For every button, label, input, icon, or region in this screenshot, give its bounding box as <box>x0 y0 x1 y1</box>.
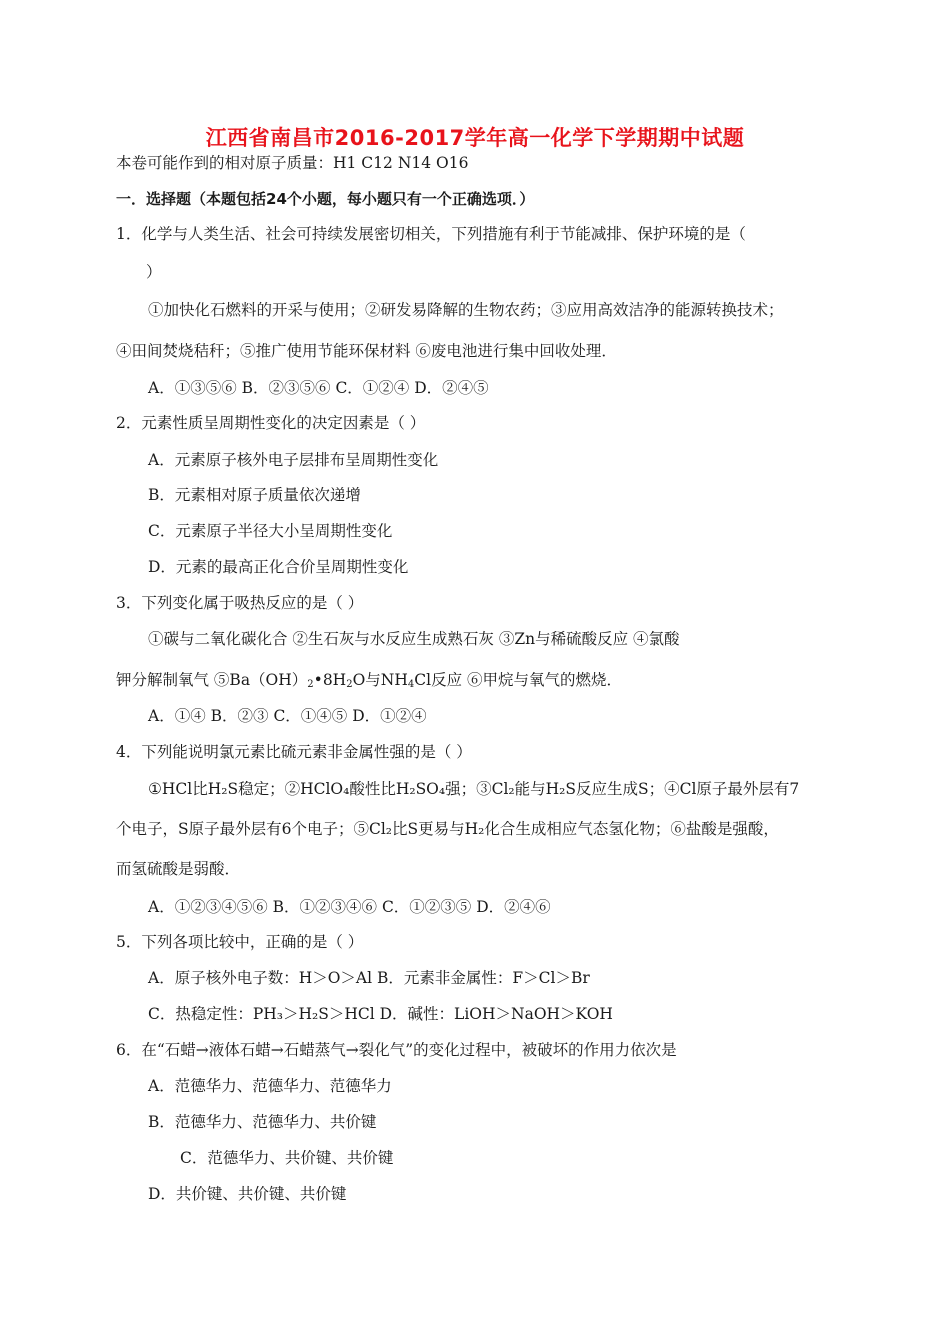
q6-option-c: C．范德华力、共价键、共价键 <box>180 1149 394 1167</box>
q1-stem-end: ） <box>146 263 162 281</box>
q6-option-a: A．范德华力、范德华力、范德华力 <box>148 1077 392 1095</box>
q2-option-d: D．元素的最高正化合价呈周期性变化 <box>148 558 409 576</box>
q3-line2: 钾分解制氧气 $⑤Ba(OH)_2•8H_2O$与$NH_4Cl$反应 ⑥甲烷与氧气的燃烧． <box>116 671 622 690</box>
q4-options: A．①②③④⑤⑥ B．①②③④⑥ C．①②③⑤ D．②④⑥ <box>148 898 551 916</box>
q3-line1: ①碳与二氧化碳化合 ②生石灰与水反应生成熟石灰 ③Zn与稀硫酸反应 ④氯酸 <box>148 630 680 648</box>
q5-options-cd: C．热稳定性：PH₃＞H₂S＞HCl D．碱性：LiOH＞NaOH＞KOH <box>148 1005 613 1023</box>
q1-line2: ④田间焚烧秸秆；⑤推广使用节能环保材料 ⑥废电池进行集中回收处理． <box>116 342 617 360</box>
q6-option-b: B．范德华力、范德华力、共价键 <box>148 1113 377 1131</box>
q3-options: A．①④ B．②③ C．①④⑤ D．①②④ <box>148 707 427 725</box>
q4-line1: ①HCl比H₂S稳定；②HClO₄酸性比H₂SO₄强；③Cl₂能与H₂S反应生成S；④Cl原子最外层有7 <box>148 780 800 798</box>
q2-option-b: B．元素相对原子质量依次递增 <box>148 486 361 504</box>
q2-stem: 2．元素性质呈周期性变化的决定因素是（ ） <box>116 414 426 432</box>
q3-stem: 3．下列变化属于吸热反应的是（ ） <box>116 594 364 612</box>
q2-option-c: C．元素原子半径大小呈周期性变化 <box>148 522 393 540</box>
q4-line2: 个电子，S原子最外层有6个电子；⑤Cl₂比S更易与H₂化合生成相应气态氢化物；⑥盐酸是强酸， <box>116 820 779 838</box>
page-title: 江西省南昌市2016-2017学年高一化学下学期期中试题 <box>205 126 745 150</box>
q1-stem: 1．化学与人类生活、社会可持续发展密切相关，下列措施有利于节能减排、保护环境的是（ <box>116 225 746 243</box>
q1-options: A．①③⑤⑥ B．②③⑤⑥ C．①②④ D．②④⑤ <box>148 379 489 397</box>
q4-stem: 4．下列能说明氯元素比硫元素非金属性强的是（ ） <box>116 743 472 761</box>
q5-options-ab: A．原子核外电子数：H＞O＞Al B．元素非金属性：F＞Cl＞Br <box>148 969 590 987</box>
q1-line1: ①加快化石燃料的开采与使用；②研发易降解的生物农药；③应用高效洁净的能源转换技术； <box>148 301 784 319</box>
q4-line3: 而氢硫酸是弱酸． <box>116 860 241 878</box>
q6-stem: 6．在“石蜡→液体石蜡→石蜡蒸气→裂化气”的变化过程中，被破坏的作用力依次是 <box>116 1041 677 1059</box>
atomic-mass-note: 本卷可能作到的相对原子质量：H1 C12 N14 O16 <box>116 154 469 172</box>
q5-stem: 5．下列各项比较中，正确的是（ ） <box>116 933 364 951</box>
section-heading: 一．选择题（本题包括24个小题，每小题只有一个正确选项．） <box>116 190 535 208</box>
q6-option-d: D．共价键、共价键、共价键 <box>148 1185 347 1203</box>
q2-option-a: A．元素原子核外电子层排布呈周期性变化 <box>148 451 439 469</box>
